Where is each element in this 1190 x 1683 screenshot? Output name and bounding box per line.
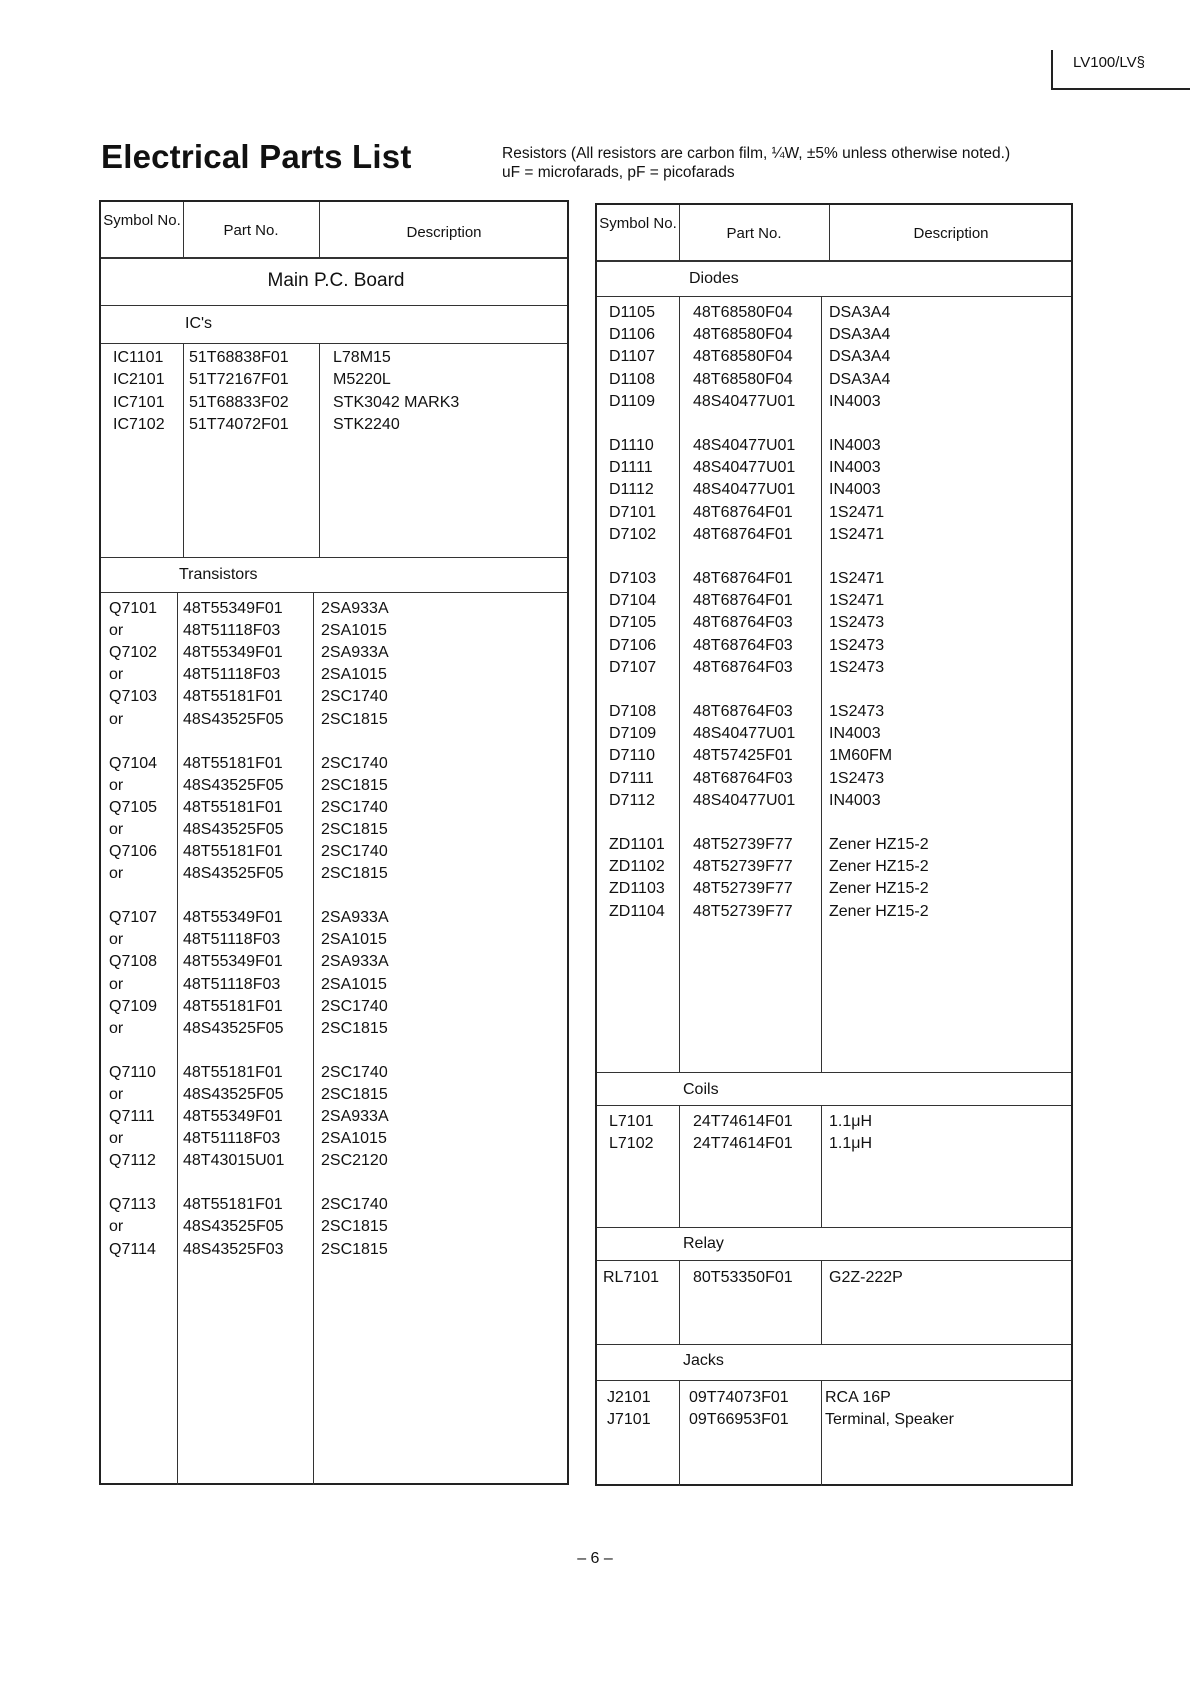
resistor-note-line1: Resistors (All resistors are carbon film, ¼W, ±5% unless otherwise noted.) xyxy=(502,145,1011,162)
symbol-cell: D7111 xyxy=(609,769,654,787)
jacks-section-title: Jacks xyxy=(683,1352,724,1369)
description-cell: 2SA933A xyxy=(321,909,389,927)
description-cell: 1S2471 xyxy=(829,525,885,543)
description-cell: 1S2473 xyxy=(829,769,885,787)
page-number: – 6 – xyxy=(577,1550,613,1567)
description-cell: STK2240 xyxy=(333,415,400,433)
symbol-cell: or xyxy=(109,1130,124,1148)
col-header-desc-text: Description xyxy=(406,224,482,241)
part-no-cell: 48S43525F05 xyxy=(183,710,284,728)
part-no-cell: 48T55181F01 xyxy=(183,1063,283,1081)
description-cell: 1S2471 xyxy=(829,503,885,521)
symbol-cell: D1110 xyxy=(609,437,654,454)
part-no-cell: 48T51118F03 xyxy=(183,975,281,993)
symbol-cell: D7107 xyxy=(609,658,657,676)
description-cell: Terminal, Speaker xyxy=(825,1411,954,1429)
symbol-cell: J7101 xyxy=(607,1411,651,1429)
symbol-cell: Q7109 xyxy=(109,997,158,1015)
description-cell: DSA3A4 xyxy=(829,348,891,366)
description-cell: 2SA933A xyxy=(321,600,389,617)
model-tag xyxy=(1051,50,1190,90)
symbol-cell: Q7105 xyxy=(109,798,158,816)
part-no-cell: 51T74072F01 xyxy=(189,415,289,433)
part-no-cell: 48T55349F01 xyxy=(183,1108,283,1125)
part-no-cell: 48T68764F03 xyxy=(693,703,793,720)
right-parts-table xyxy=(595,203,1073,1486)
description-cell: 1S2473 xyxy=(829,703,885,720)
part-no-cell: 24T74614F01 xyxy=(693,1113,793,1130)
description-cell: M5220L xyxy=(333,371,391,389)
part-no-cell: 48T68764F03 xyxy=(693,614,793,632)
description-cell: 2SC1740 xyxy=(321,997,388,1015)
symbol-cell: IC2101 xyxy=(113,371,165,389)
symbol-cell: D1112 xyxy=(609,481,654,499)
part-no-cell: 48T68764F01 xyxy=(693,503,793,521)
symbol-cell: IC1101 xyxy=(113,349,164,366)
description-cell: DSA3A4 xyxy=(829,370,891,388)
part-no-cell: 48T55349F01 xyxy=(183,909,283,927)
description-cell: Zener HZ15-2 xyxy=(829,836,929,853)
col-header-symbol-right-text: Symbol No. xyxy=(599,215,677,232)
part-no-cell: 48S40477U01 xyxy=(693,481,796,499)
col-header-symbol xyxy=(101,211,183,230)
symbol-cell: D1111 xyxy=(609,459,653,477)
coils-section-title: Coils xyxy=(683,1081,719,1098)
part-no-cell: 48T68764F01 xyxy=(693,525,793,543)
part-no-cell: 80T53350F01 xyxy=(693,1269,793,1286)
symbol-cell: Q7107 xyxy=(109,909,158,927)
part-no-cell: 48T55181F01 xyxy=(183,688,283,706)
transistors-section-title: Transistors xyxy=(179,566,258,583)
part-no-cell: 48T51118F03 xyxy=(183,931,281,949)
part-no-cell: 48T55181F01 xyxy=(183,754,283,772)
symbol-cell: D7106 xyxy=(609,636,657,654)
symbol-cell: or xyxy=(109,622,124,640)
col-header-part-right-text: Part No. xyxy=(726,225,782,242)
description-cell: IN4003 xyxy=(829,437,881,454)
part-no-cell: 48T68580F04 xyxy=(693,348,793,366)
col-header-part-right xyxy=(679,224,829,243)
symbol-cell: D7109 xyxy=(609,725,657,743)
symbol-cell: or xyxy=(109,1218,124,1236)
symbol-cell: D1106 xyxy=(609,326,655,344)
part-no-cell: 48T43015U01 xyxy=(183,1152,285,1170)
symbol-cell: ZD1104 xyxy=(609,902,665,920)
description-cell: IN4003 xyxy=(829,392,881,410)
description-cell: 2SC1740 xyxy=(321,798,388,816)
description-cell: 2SC1740 xyxy=(321,1063,388,1081)
part-no-cell: 48T55181F01 xyxy=(183,1196,283,1214)
part-no-cell: 48T51118F03 xyxy=(183,622,281,640)
symbol-cell: D7110 xyxy=(609,747,655,765)
col-header-desc-right-text: Description xyxy=(913,225,989,242)
part-no-cell: 48S43525F05 xyxy=(183,1085,284,1103)
symbol-cell: D1109 xyxy=(609,392,655,410)
part-no-cell: 48T68764F01 xyxy=(693,592,793,610)
part-no-cell: 48S40477U01 xyxy=(693,437,796,454)
col-header-part xyxy=(183,221,319,240)
description-cell: G2Z-222P xyxy=(829,1269,903,1286)
col-header-symbol-right xyxy=(597,214,679,233)
description-cell: 1S2471 xyxy=(829,592,885,610)
part-no-cell: 48T68764F01 xyxy=(693,570,793,587)
description-cell: RCA 16P xyxy=(825,1389,891,1406)
part-no-cell: 09T66953F01 xyxy=(689,1411,789,1429)
part-no-cell: 48S43525F03 xyxy=(183,1240,284,1258)
description-cell: 2SC2120 xyxy=(321,1152,388,1170)
description-cell: 2SC1740 xyxy=(321,1196,388,1214)
symbol-cell: or xyxy=(109,931,124,949)
description-cell: 1M60FM xyxy=(829,747,893,765)
part-no-cell: 48T55181F01 xyxy=(183,997,283,1015)
description-cell: 2SA933A xyxy=(321,953,389,971)
page-title: Electrical Parts List xyxy=(101,138,412,175)
part-no-cell: 48T55181F01 xyxy=(183,843,283,860)
description-cell: DSA3A4 xyxy=(829,304,891,321)
model-tag-text: LV100/LV§ xyxy=(1073,54,1146,71)
symbol-cell: or xyxy=(109,710,124,728)
description-cell: 2SC1740 xyxy=(321,754,388,772)
description-cell: DSA3A4 xyxy=(829,326,891,344)
part-no-cell: 48T55349F01 xyxy=(183,600,283,617)
description-cell: 2SC1815 xyxy=(321,865,388,883)
description-cell: 2SC1740 xyxy=(321,843,388,860)
part-no-cell: 09T74073F01 xyxy=(689,1389,789,1406)
description-cell: 1S2473 xyxy=(829,658,885,676)
symbol-cell: or xyxy=(109,1085,124,1103)
description-cell: 2SA1015 xyxy=(321,622,387,640)
symbol-cell: D7112 xyxy=(609,791,655,809)
symbol-cell: L7102 xyxy=(609,1135,654,1153)
part-no-cell: 48T51118F03 xyxy=(183,1130,281,1148)
symbol-cell: Q7111 xyxy=(109,1108,155,1125)
description-cell: 2SA933A xyxy=(321,644,389,662)
part-no-cell: 51T68833F02 xyxy=(189,393,289,411)
description-cell: 2SC1815 xyxy=(321,1085,388,1103)
symbol-cell: Q7114 xyxy=(109,1240,156,1258)
part-no-cell: 48T68580F04 xyxy=(693,326,793,344)
symbol-cell: Q7108 xyxy=(109,953,158,971)
description-cell: 1S2473 xyxy=(829,614,885,632)
description-cell: 2SA933A xyxy=(321,1108,389,1125)
part-no-cell: 48T55349F01 xyxy=(183,644,283,662)
description-cell: IN4003 xyxy=(829,725,881,743)
description-cell: IN4003 xyxy=(829,481,881,499)
description-cell: 1.1μH xyxy=(829,1113,873,1130)
description-cell: 2SC1815 xyxy=(321,710,388,728)
symbol-cell: IC7102 xyxy=(113,415,165,433)
description-cell: IN4003 xyxy=(829,459,881,477)
symbol-cell: D7108 xyxy=(609,703,657,720)
description-cell: L78M15 xyxy=(333,349,391,366)
symbol-cell: D7103 xyxy=(609,570,657,587)
part-no-cell: 48S43525F05 xyxy=(183,776,284,794)
col-header-desc-right xyxy=(829,224,1073,243)
symbol-cell: D1107 xyxy=(609,348,655,366)
left-parts-table xyxy=(99,200,569,1485)
description-cell: Zener HZ15-2 xyxy=(829,880,929,898)
part-no-cell: 48T68764F03 xyxy=(693,769,793,787)
diodes-section-title: Diodes xyxy=(689,270,739,287)
part-no-cell: 51T72167F01 xyxy=(189,371,289,389)
symbol-cell: Q7112 xyxy=(109,1152,156,1170)
ics-section-title: IC's xyxy=(185,315,213,332)
resistor-note-line2: uF = microfarads, pF = picofarads xyxy=(502,164,735,181)
part-no-cell: 48S43525F05 xyxy=(183,865,284,883)
col-header-part-text: Part No. xyxy=(223,222,279,239)
description-cell: 2SC1815 xyxy=(321,1218,388,1236)
symbol-cell: L7101 xyxy=(609,1113,654,1130)
part-no-cell: 48S40477U01 xyxy=(693,791,796,809)
symbol-cell: D7105 xyxy=(609,614,657,632)
part-no-cell: 48T52739F77 xyxy=(693,858,793,876)
description-cell: 1S2473 xyxy=(829,636,885,654)
part-no-cell: 48T68764F03 xyxy=(693,636,793,654)
part-no-cell: 48T68580F04 xyxy=(693,304,793,321)
description-cell: 1S2471 xyxy=(829,570,885,587)
symbol-cell: J2101 xyxy=(607,1389,651,1406)
part-no-cell: 48T57425F01 xyxy=(693,747,793,765)
symbol-cell: D7104 xyxy=(609,592,657,610)
symbol-cell: Q7101 xyxy=(109,600,158,617)
col-header-symbol-text: Symbol No. xyxy=(103,212,181,229)
symbol-cell: or xyxy=(109,1019,124,1037)
part-no-cell: 24T74614F01 xyxy=(693,1135,793,1153)
description-cell: 2SC1740 xyxy=(321,688,388,706)
part-no-cell: 48T55181F01 xyxy=(183,798,283,816)
symbol-cell: D7102 xyxy=(609,525,657,543)
description-cell: 2SA1015 xyxy=(321,1130,387,1148)
symbol-cell: or xyxy=(109,820,124,838)
part-no-cell: 48T68764F03 xyxy=(693,658,793,676)
symbol-cell: or xyxy=(109,776,124,794)
resistor-note xyxy=(502,144,1010,182)
symbol-cell: ZD1103 xyxy=(609,880,665,898)
part-no-cell: 48S40477U01 xyxy=(693,392,796,410)
description-cell: IN4003 xyxy=(829,791,881,809)
symbol-cell: Q7106 xyxy=(109,843,158,860)
part-no-cell: 48T52739F77 xyxy=(693,836,793,853)
part-no-cell: 51T68838F01 xyxy=(189,349,289,366)
description-cell: 2SC1815 xyxy=(321,1240,388,1258)
col-header-desc xyxy=(319,223,569,242)
part-no-cell: 48T52739F77 xyxy=(693,880,793,898)
symbol-cell: Q7102 xyxy=(109,644,158,662)
symbol-cell: ZD1101 xyxy=(609,836,665,853)
part-no-cell: 48S43525F05 xyxy=(183,820,284,838)
symbol-cell: D1108 xyxy=(609,370,655,388)
description-cell: 1.1μH xyxy=(829,1135,873,1153)
part-no-cell: 48T51118F03 xyxy=(183,666,281,684)
symbol-cell: or xyxy=(109,666,124,684)
symbol-cell: D7101 xyxy=(609,503,657,521)
symbol-cell: Q7110 xyxy=(109,1063,156,1081)
description-cell: Zener HZ15-2 xyxy=(829,858,929,876)
part-no-cell: 48S43525F05 xyxy=(183,1019,284,1037)
symbol-cell: D1105 xyxy=(609,304,655,321)
part-no-cell: 48T68580F04 xyxy=(693,370,793,388)
board-title: Main P.C. Board xyxy=(267,270,405,291)
symbol-cell: Q7103 xyxy=(109,688,158,706)
symbol-cell: or xyxy=(109,865,124,883)
symbol-cell: or xyxy=(109,975,124,993)
part-no-cell: 48S40477U01 xyxy=(693,459,796,477)
description-cell: 2SA1015 xyxy=(321,931,387,949)
description-cell: 2SA1015 xyxy=(321,666,387,684)
part-no-cell: 48T52739F77 xyxy=(693,902,793,920)
part-no-cell: 48T55349F01 xyxy=(183,953,283,971)
part-no-cell: 48S40477U01 xyxy=(693,725,796,743)
description-cell: 2SC1815 xyxy=(321,776,388,794)
description-cell: 2SC1815 xyxy=(321,1019,388,1037)
part-no-cell: 48S43525F05 xyxy=(183,1218,284,1236)
symbol-cell: RL7101 xyxy=(603,1269,660,1286)
symbol-cell: ZD1102 xyxy=(609,858,665,876)
symbol-cell: IC7101 xyxy=(113,393,165,411)
symbol-cell: Q7104 xyxy=(109,754,158,772)
description-cell: 2SA1015 xyxy=(321,975,387,993)
description-cell: 2SC1815 xyxy=(321,820,388,838)
description-cell: STK3042 MARK3 xyxy=(333,393,460,411)
symbol-cell: Q7113 xyxy=(109,1196,156,1214)
description-cell: Zener HZ15-2 xyxy=(829,902,929,920)
relay-section-title: Relay xyxy=(683,1235,724,1252)
